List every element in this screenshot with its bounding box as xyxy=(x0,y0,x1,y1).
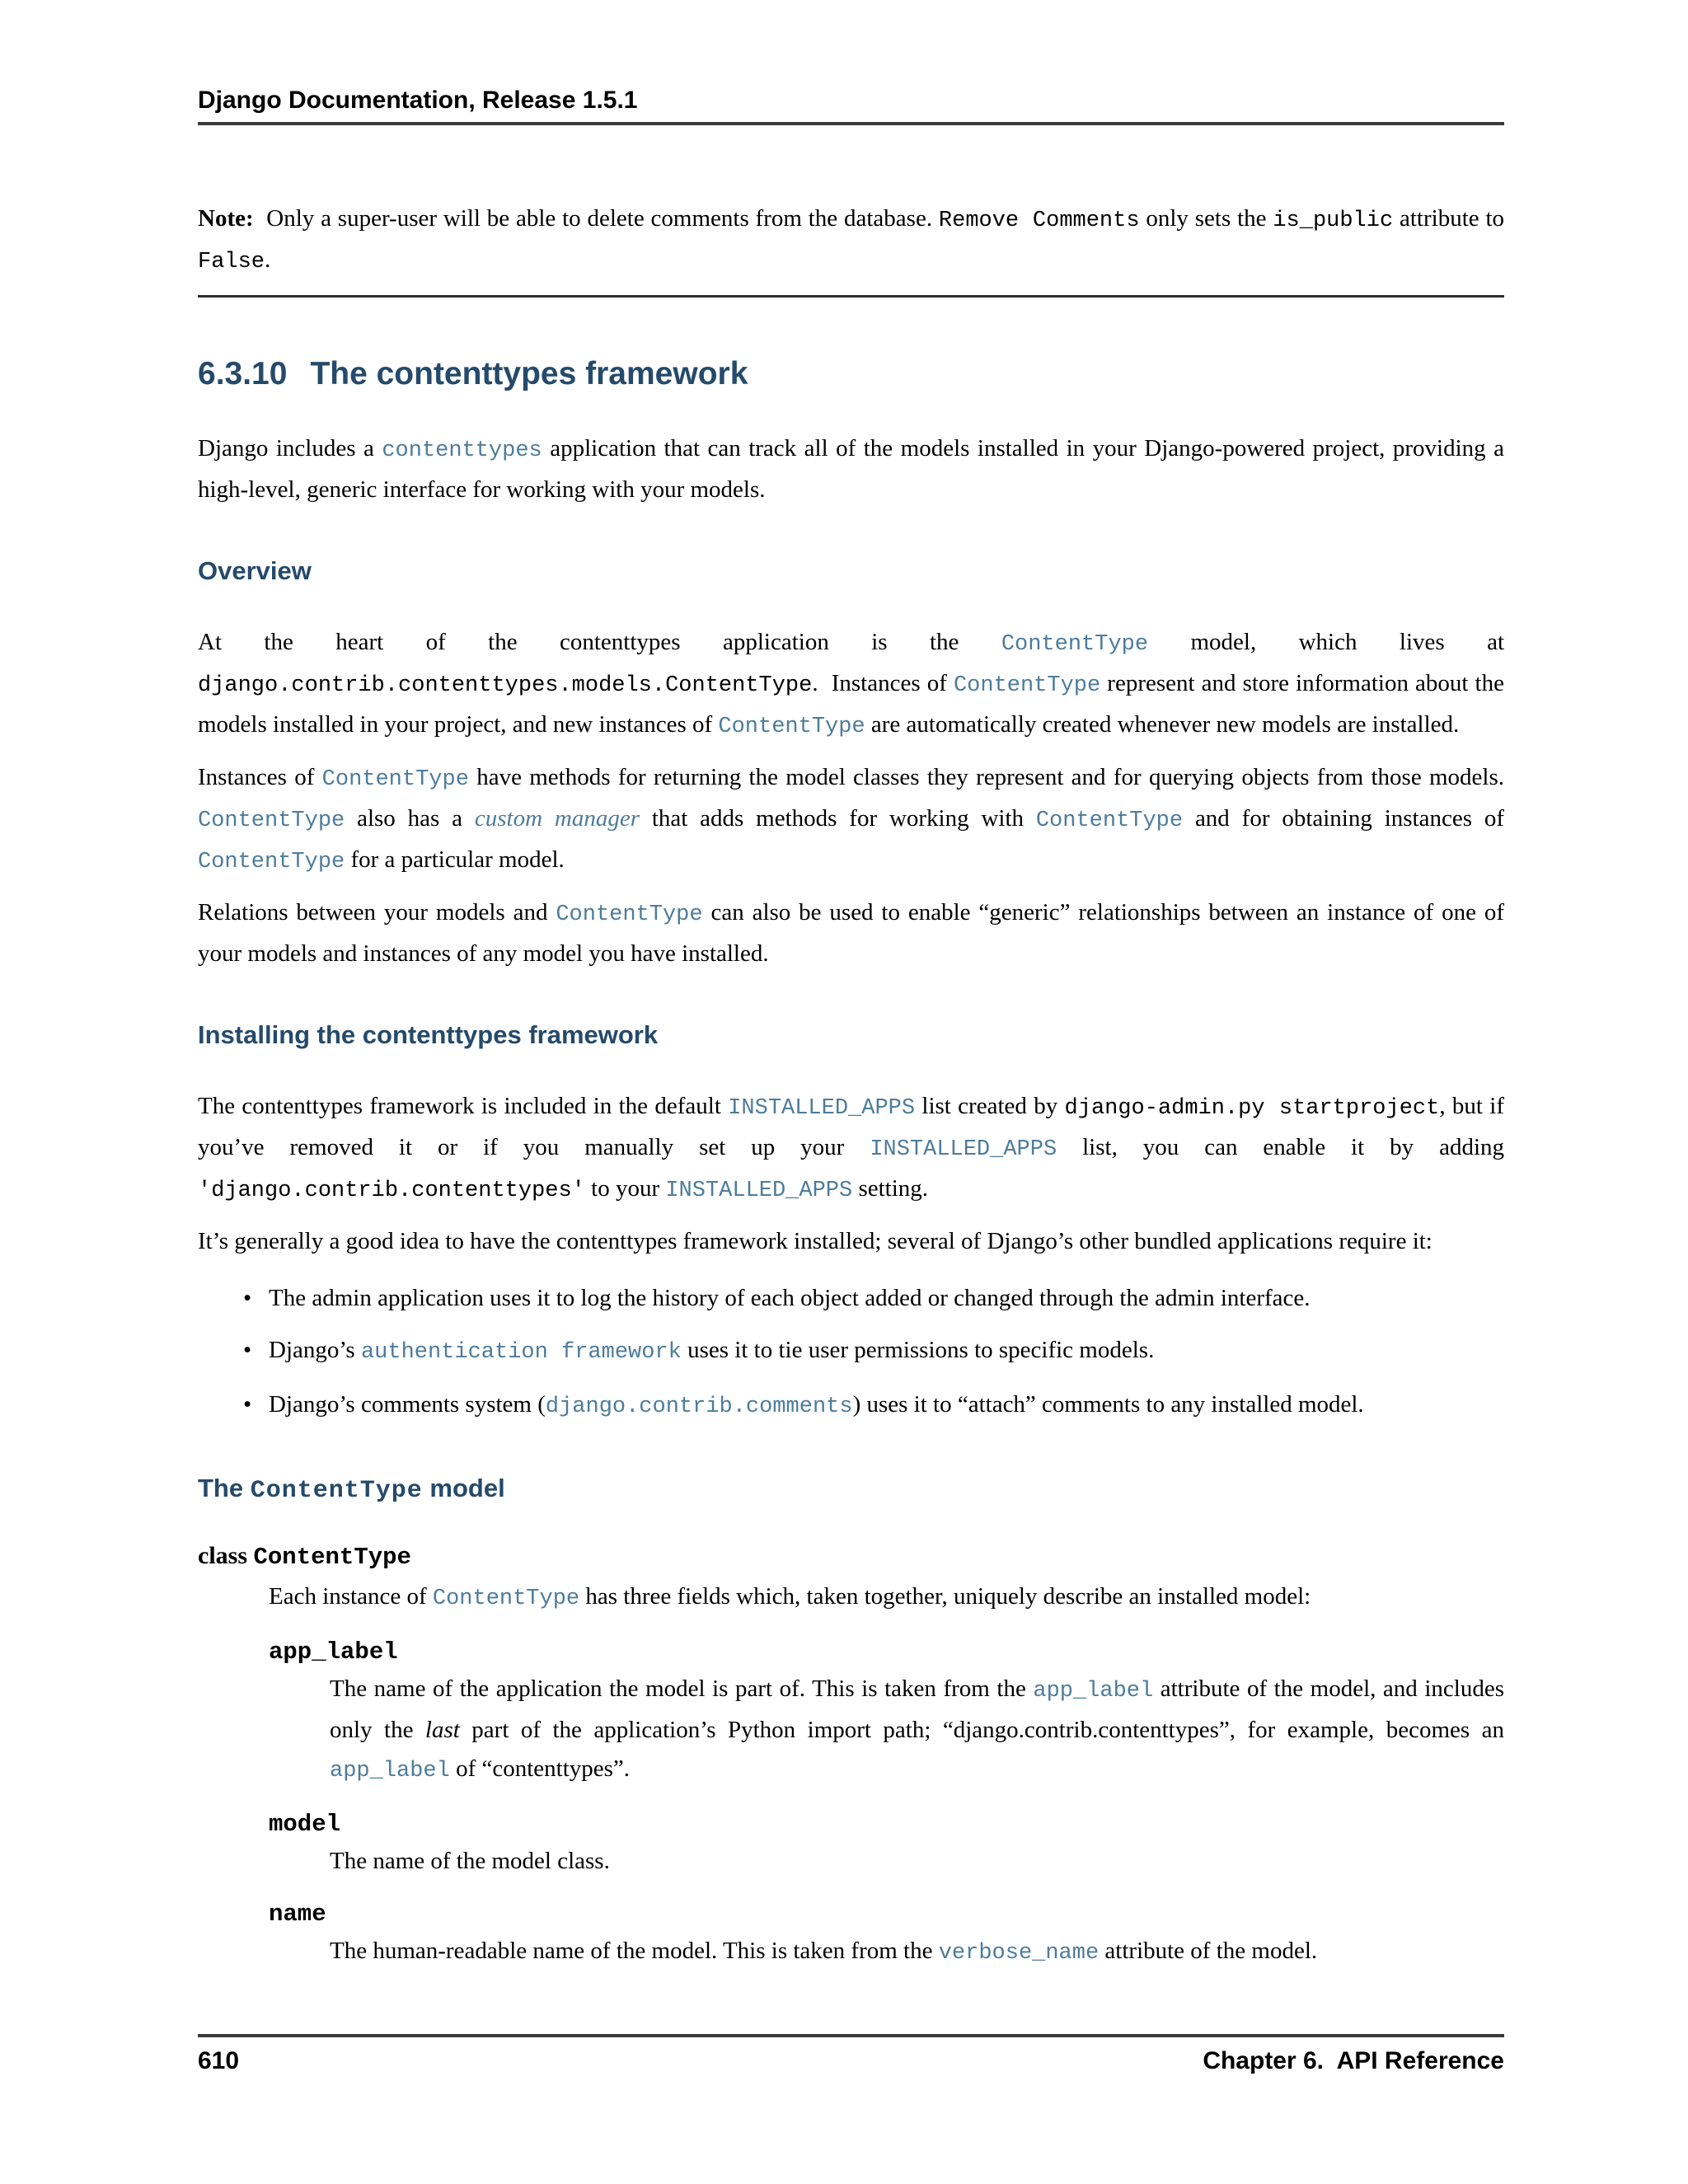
text-run: also has a xyxy=(345,805,475,832)
class-description xyxy=(198,1577,1504,1619)
bcode-run: ContentType xyxy=(253,1544,411,1571)
text-run: of “contenttypes”. xyxy=(449,1755,631,1782)
text-run: attribute to xyxy=(1393,205,1505,232)
text-run: represent and store information about the models installed in your project, and new instances of xyxy=(198,670,1504,738)
inline-link[interactable]: ContentType xyxy=(198,850,345,874)
bullet-item-comments xyxy=(198,1385,1504,1427)
installing-paragraph-2 xyxy=(198,1222,1504,1261)
inline-link[interactable]: authentication framework xyxy=(360,1340,682,1365)
subsection-heading-installing: Installing the contenttypes framework xyxy=(198,1020,659,1049)
hsans-run: The xyxy=(198,1474,251,1502)
subsection-heading-overview: Overview xyxy=(198,556,312,585)
text-run: Relations between your models and xyxy=(198,899,556,926)
footer-page-number: 610 xyxy=(198,2047,240,2074)
text-run: , but if you’ve removed it or if you manually set up your xyxy=(198,1093,1504,1160)
text-run: list, you can enable it by adding xyxy=(1057,1134,1504,1160)
text-run: . xyxy=(265,246,271,273)
running-header-title: Django Documentation, Release 1.5.1 xyxy=(198,87,638,114)
text-run: Only a super-user will be able to delete comments from the database. xyxy=(253,205,939,232)
inline-link[interactable]: custom manager xyxy=(474,805,640,832)
text-run: only sets the xyxy=(1139,205,1273,232)
text-run: have methods for returning the model classes they represent and for querying objects from those models. xyxy=(468,764,1505,790)
text-run: model, which lives at xyxy=(1148,629,1504,655)
code-run: django.contrib.contenttypes.models.ContentType xyxy=(198,673,813,698)
inline-link[interactable]: ContentType xyxy=(556,902,703,927)
overview-paragraph-1 xyxy=(198,623,1504,747)
text-run: The name of the application the model is part of. This is taken from the xyxy=(330,1675,1034,1702)
text-run: are automatically created whenever new models are installed. xyxy=(865,711,1460,738)
text-run: that adds methods for working with xyxy=(639,805,1036,832)
inline-link[interactable]: ContentType xyxy=(953,673,1101,698)
attribute-name-app-label: app_label xyxy=(269,1638,398,1666)
text-run: It’s generally a good idea to have the contenttypes framework installed; several of Django’s other bundled applications require it: xyxy=(198,1228,1432,1254)
attribute-description-model xyxy=(198,1842,1504,1881)
inline-link[interactable]: app_label xyxy=(1033,1679,1154,1704)
b-run: Note: xyxy=(198,205,254,232)
attribute-description-name xyxy=(198,1932,1504,1973)
inline-link[interactable]: ContentType xyxy=(432,1586,580,1611)
hsans-run: model xyxy=(422,1474,505,1502)
text-run: . Instances of xyxy=(812,670,954,696)
attribute-name-name: name xyxy=(269,1900,326,1928)
i-run: last xyxy=(424,1717,460,1743)
text-run: Django includes a xyxy=(198,435,382,462)
text-run: setting. xyxy=(852,1175,929,1202)
text-run: attribute of the model. xyxy=(1099,1938,1318,1964)
footer-chapter-label: Chapter 6. API Reference xyxy=(1203,2047,1504,2074)
class-definition xyxy=(198,1540,1504,1973)
requirements-bullet-list xyxy=(198,1279,1504,1427)
text-run: list created by xyxy=(915,1093,1065,1119)
text-run: The name of the model class. xyxy=(330,1848,610,1874)
text-run: part of the application’s Python import path; “django.contrib.contenttypes”, for example, becomes an xyxy=(459,1717,1504,1743)
text-run: The admin application uses it to log the history of each object added or changed through the admin interface. xyxy=(269,1285,1311,1311)
text-run: and for obtaining instances of xyxy=(1183,805,1505,832)
inline-link[interactable]: ContentType xyxy=(1035,808,1184,833)
inline-link[interactable]: contenttypes xyxy=(382,438,542,463)
bullet-item-auth xyxy=(198,1331,1504,1372)
attribute-name-model: model xyxy=(269,1811,341,1838)
text-run: Django’s xyxy=(269,1337,361,1363)
code-run: is_public xyxy=(1273,209,1394,233)
code-run: 'django.contrib.contenttypes' xyxy=(198,1179,585,1203)
overview-paragraph-2 xyxy=(198,758,1504,882)
text-run: application that can track all of the models installed in your Django-powered project, providing a high-level, generic interface for working with your models. xyxy=(198,435,1504,503)
text-run: Each instance of xyxy=(269,1583,433,1610)
text-run: to your xyxy=(584,1175,666,1202)
inline-link[interactable]: ContentType xyxy=(1001,632,1149,657)
inline-link[interactable]: ContentType xyxy=(321,767,469,792)
bullet-item-admin xyxy=(198,1279,1504,1318)
note-admonition-text xyxy=(198,199,1504,282)
code-run: False xyxy=(198,250,265,274)
header-rule xyxy=(198,122,1504,125)
note-bottom-rule xyxy=(198,295,1504,298)
text-run: has three fields which, taken together, uniquely describe an installed model: xyxy=(579,1583,1311,1610)
inline-link[interactable]: django.contrib.comments xyxy=(545,1394,853,1419)
page-footer xyxy=(198,2027,1504,2075)
bserif-run: class xyxy=(198,1542,254,1569)
installing-paragraph-1 xyxy=(198,1087,1504,1211)
text-run: ) uses it to “attach” comments to any installed model. xyxy=(852,1391,1364,1418)
text-run: uses it to tie user permissions to specific models. xyxy=(681,1337,1155,1363)
page-content xyxy=(198,0,1504,1973)
section-title: The contenttypes framework xyxy=(310,356,748,391)
footer-rule xyxy=(198,2034,1504,2037)
inline-link[interactable]: ContentType xyxy=(718,715,865,739)
inline-link[interactable]: app_label xyxy=(330,1759,450,1783)
subsection-heading-contenttype-model xyxy=(198,1473,1504,1507)
hcode-run: ContentType xyxy=(250,1477,423,1505)
inline-link[interactable]: ContentType xyxy=(198,808,345,833)
text-run: Django’s comments system ( xyxy=(269,1391,546,1418)
inline-link[interactable]: verbose_name xyxy=(938,1941,1100,1966)
inline-link[interactable]: INSTALLED_APPS xyxy=(728,1096,916,1121)
text-run: Instances of xyxy=(198,764,322,790)
section-heading xyxy=(198,355,1504,393)
overview-paragraph-3 xyxy=(198,893,1504,973)
class-signature xyxy=(198,1540,1504,1574)
section-number: 6.3.10 xyxy=(198,356,288,391)
intro-paragraph xyxy=(198,429,1504,509)
text-run: for a particular model. xyxy=(345,846,565,873)
code-run: django-admin.py startproject xyxy=(1064,1096,1440,1121)
attribute-description-app-label xyxy=(198,1670,1504,1791)
text-run: The contenttypes framework is included in the default xyxy=(198,1093,729,1119)
text-run: can also be used to enable “generic” relationships between an instance of one of your models and instances of any model you have installed. xyxy=(198,899,1504,967)
text-run: attribute of the model, and includes only the xyxy=(330,1675,1504,1743)
inline-link[interactable]: INSTALLED_APPS xyxy=(870,1137,1057,1162)
code-run: Remove Comments xyxy=(938,209,1140,233)
text-run: The human-readable name of the model. This is taken from the xyxy=(330,1938,939,1964)
text-run: At the heart of the contenttypes application is the xyxy=(198,629,1001,655)
inline-link[interactable]: INSTALLED_APPS xyxy=(665,1179,853,1203)
